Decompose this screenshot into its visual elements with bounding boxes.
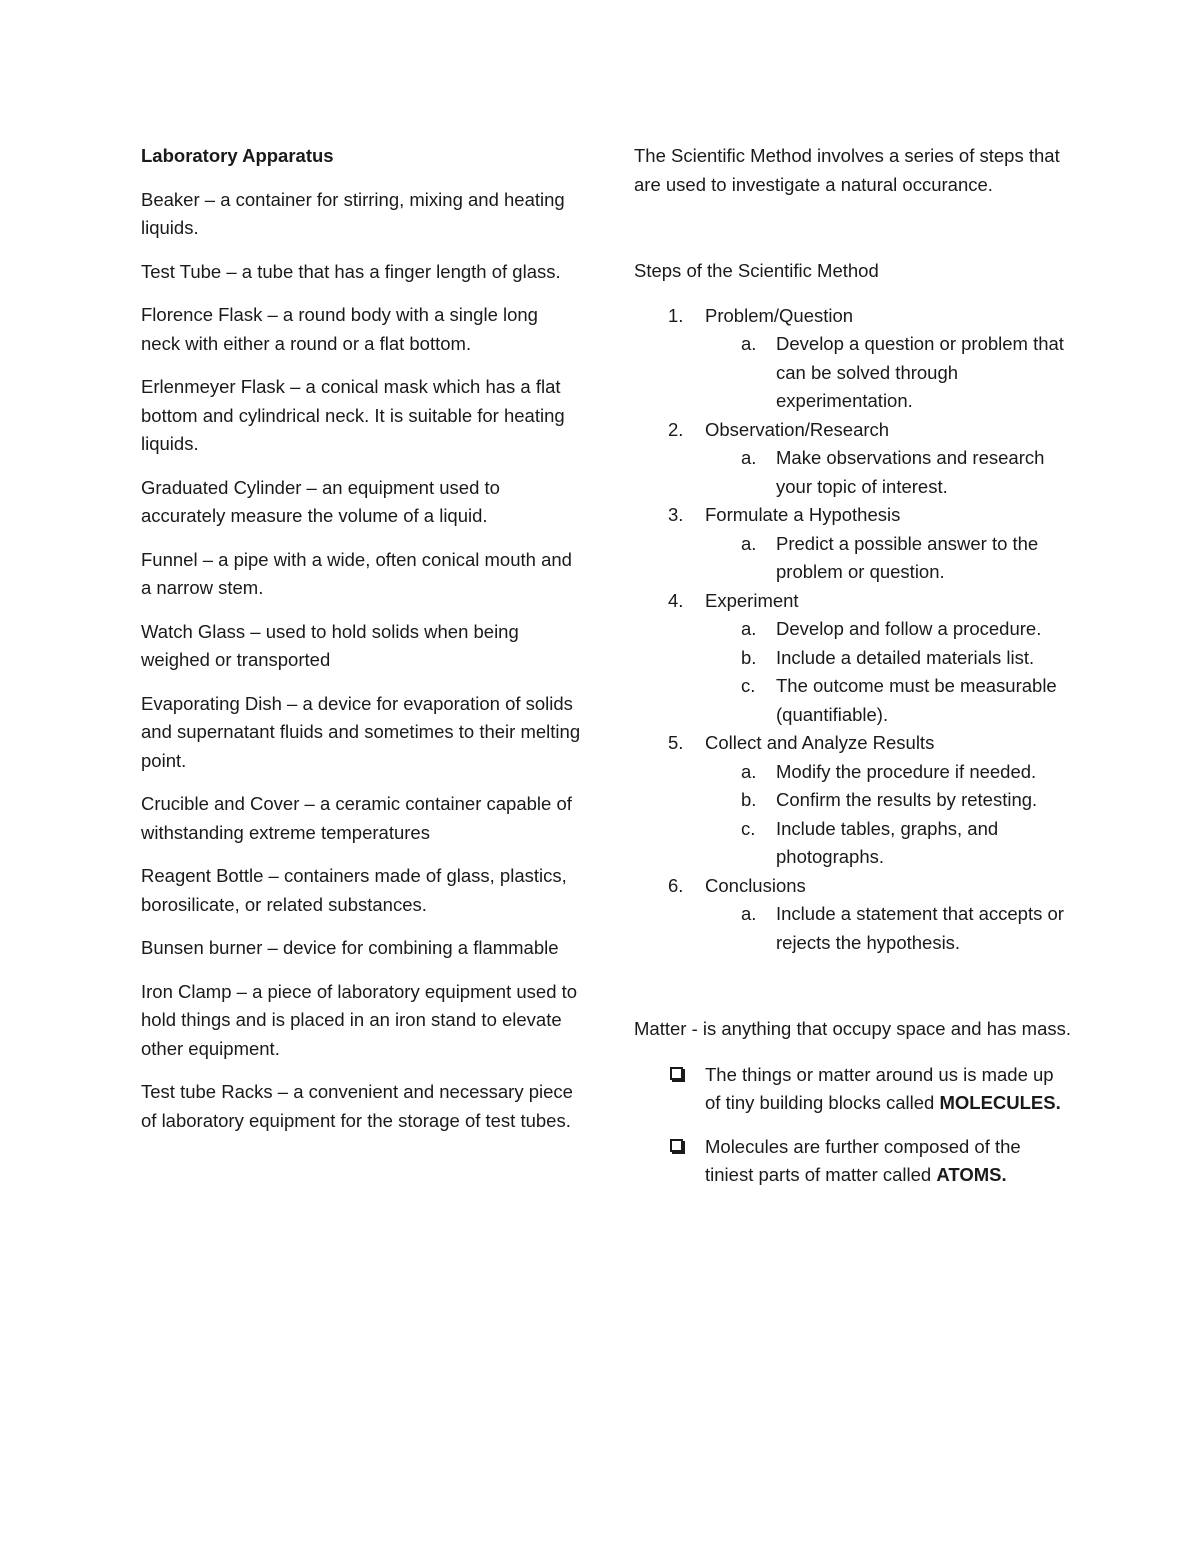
apparatus-desc: a device for evaporation of solids and supernatant fluids and sometimes to their melting point. <box>141 692 581 771</box>
apparatus-dash: – <box>301 476 322 498</box>
step-item <box>634 302 1074 416</box>
matter-point-text: The things or matter around us is made up of tiny building blocks called <box>705 1063 1054 1113</box>
apparatus-name: Crucible and Cover <box>141 793 300 814</box>
apparatus-item <box>141 934 581 963</box>
substep-item <box>705 644 1074 673</box>
apparatus-desc: device for combining a flammable <box>282 937 559 958</box>
apparatus-desc: used to hold solids when being weighed or transported <box>141 620 519 670</box>
substep-letter: a. <box>741 903 757 924</box>
substep-list <box>705 330 1074 416</box>
apparatus-item <box>141 373 581 459</box>
apparatus-dash: – <box>284 376 306 397</box>
apparatus-desc: a convenient and necessary piece of laboratory equipment for the storage of test tubes. <box>141 1081 573 1131</box>
apparatus-dash: – <box>199 188 221 210</box>
apparatus-desc: a tube that has a finger length of glass. <box>241 260 561 282</box>
apparatus-dash: – <box>221 260 242 282</box>
step-item <box>634 501 1074 587</box>
substep-text: Include a detailed materials list. <box>776 646 1035 668</box>
substep-letter: b. <box>741 789 757 810</box>
substep-item <box>705 530 1074 587</box>
substep-item <box>705 615 1074 644</box>
substep-letter: a. <box>741 760 757 782</box>
apparatus-heading: Laboratory Apparatus <box>141 145 334 166</box>
matter-point-text: Molecules are further composed of the tiniest parts of matter called <box>705 1135 1021 1185</box>
apparatus-name: Evaporating Dish <box>141 692 282 714</box>
substep-letter: a. <box>741 532 757 554</box>
apparatus-item <box>141 618 581 675</box>
apparatus-name: Funnel <box>141 548 198 570</box>
apparatus-name: Iron Clamp <box>141 980 232 1002</box>
substep-list <box>705 530 1074 587</box>
apparatus-name: Beaker <box>141 188 200 210</box>
apparatus-dash: – <box>262 304 283 325</box>
substep-list <box>705 758 1074 872</box>
checkbox-icon <box>670 1067 683 1080</box>
substep-letter: c. <box>741 817 756 839</box>
apparatus-desc: a pipe with a wide, often conical mouth and a narrow stem. <box>141 548 572 598</box>
substep-item <box>705 900 1074 957</box>
substep-letter: a. <box>741 333 757 354</box>
substep-text: Predict a possible answer to the problem or question. <box>776 532 1039 582</box>
apparatus-desc: a container for stirring, mixing and heating liquids. <box>141 188 565 238</box>
apparatus-name: Test Tube <box>141 260 222 282</box>
substep-item <box>705 672 1074 729</box>
substep-text: Develop a question or problem that can be solved through experimentation. <box>776 333 1064 411</box>
substep-text: Make observations and research your topic of interest. <box>776 447 1045 497</box>
step-label: Observation/Research <box>705 418 890 440</box>
steps-title: Steps of the Scientific Method <box>634 260 879 281</box>
steps-list <box>634 302 1074 958</box>
substep-item <box>705 444 1074 501</box>
apparatus-desc: a conical mask which has a flat bottom and cylindrical neck. It is suitable for heating liquids. <box>141 376 565 454</box>
step-label: Collect and Analyze Results <box>705 732 935 753</box>
apparatus-item <box>141 1078 581 1135</box>
step-number: 5. <box>668 732 684 753</box>
step-item <box>634 416 1074 502</box>
step-number: 3. <box>668 504 684 525</box>
apparatus-name: Bunsen burner <box>141 937 263 958</box>
substep-letter: a. <box>741 618 757 639</box>
apparatus-name: Florence Flask <box>141 304 263 325</box>
substep-text: The outcome must be measurable (quantifiable). <box>776 675 1057 725</box>
apparatus-name: Reagent Bottle <box>141 865 264 886</box>
apparatus-list <box>141 186 581 1136</box>
substep-item <box>705 758 1074 787</box>
apparatus-dash: – <box>281 692 303 714</box>
matter-points <box>634 1061 1074 1190</box>
step-item <box>634 872 1074 958</box>
substep-letter: b. <box>741 646 757 668</box>
step-label: Conclusions <box>705 874 806 896</box>
substep-list <box>705 900 1074 957</box>
apparatus-dash: – <box>272 1081 294 1102</box>
substep-text: Include tables, graphs, and photographs. <box>776 817 999 867</box>
step-item <box>634 729 1074 872</box>
apparatus-name: Erlenmeyer Flask <box>141 376 285 397</box>
substep-item <box>705 815 1074 872</box>
step-label: Formulate a Hypothesis <box>705 504 901 525</box>
apparatus-name: Watch Glass <box>141 620 246 642</box>
step-label: Experiment <box>705 589 799 611</box>
substep-item <box>705 330 1074 416</box>
substep-list <box>705 444 1074 501</box>
apparatus-item <box>141 186 581 243</box>
step-number: 1. <box>668 304 684 326</box>
apparatus-item <box>141 301 581 358</box>
apparatus-name: Graduated Cylinder <box>141 476 302 498</box>
apparatus-dash: – <box>263 865 284 886</box>
substep-text: Develop and follow a procedure. <box>776 618 1042 639</box>
step-number: 6. <box>668 874 684 896</box>
right-column <box>634 142 1074 1205</box>
matter-point-bold: MOLECULES. <box>939 1092 1061 1113</box>
apparatus-item <box>141 862 581 919</box>
apparatus-desc: a ceramic container capable of withstanding extreme temperatures <box>141 793 572 843</box>
step-label: Problem/Question <box>705 304 854 326</box>
substep-letter: a. <box>741 447 757 468</box>
apparatus-dash: – <box>262 937 283 958</box>
matter-definition: Matter - is anything that occupy space and has mass. <box>634 1018 1072 1039</box>
apparatus-dash: – <box>197 548 219 570</box>
matter-point <box>634 1133 1074 1190</box>
apparatus-desc: a piece of laboratory equipment used to hold things and is placed in an iron stand to elevate other equipment. <box>141 980 578 1059</box>
scientific-method-intro: The Scientific Method involves a series of steps that are used to investigate a natural occurance. <box>634 145 1060 195</box>
apparatus-dash: – <box>245 620 266 642</box>
apparatus-item <box>141 978 581 1064</box>
apparatus-item <box>141 258 581 287</box>
substep-list <box>705 615 1074 729</box>
step-item <box>634 587 1074 730</box>
apparatus-item <box>141 546 581 603</box>
apparatus-item <box>141 690 581 776</box>
substep-letter: c. <box>741 675 756 696</box>
matter-point-bold: ATOMS. <box>936 1164 1007 1185</box>
apparatus-desc: containers made of glass, plastics, borosilicate, or related substances. <box>141 865 567 915</box>
apparatus-desc: a round body with a single long neck with either a round or a flat bottom. <box>141 304 538 354</box>
substep-text: Modify the procedure if needed. <box>776 760 1037 782</box>
apparatus-dash: – <box>299 793 320 814</box>
step-number: 4. <box>668 589 684 611</box>
checkbox-icon <box>670 1139 683 1152</box>
matter-point <box>634 1061 1074 1118</box>
apparatus-dash: – <box>231 980 253 1002</box>
apparatus-item <box>141 474 581 531</box>
left-column <box>141 142 581 1150</box>
substep-text: Confirm the results by retesting. <box>776 789 1038 810</box>
substep-text: Include a statement that accepts or rejects the hypothesis. <box>776 903 1064 953</box>
apparatus-name: Test tube Racks <box>141 1081 273 1102</box>
apparatus-item <box>141 790 581 847</box>
apparatus-desc: an equipment used to accurately measure the volume of a liquid. <box>141 476 500 526</box>
step-number: 2. <box>668 418 684 440</box>
substep-item <box>705 786 1074 815</box>
